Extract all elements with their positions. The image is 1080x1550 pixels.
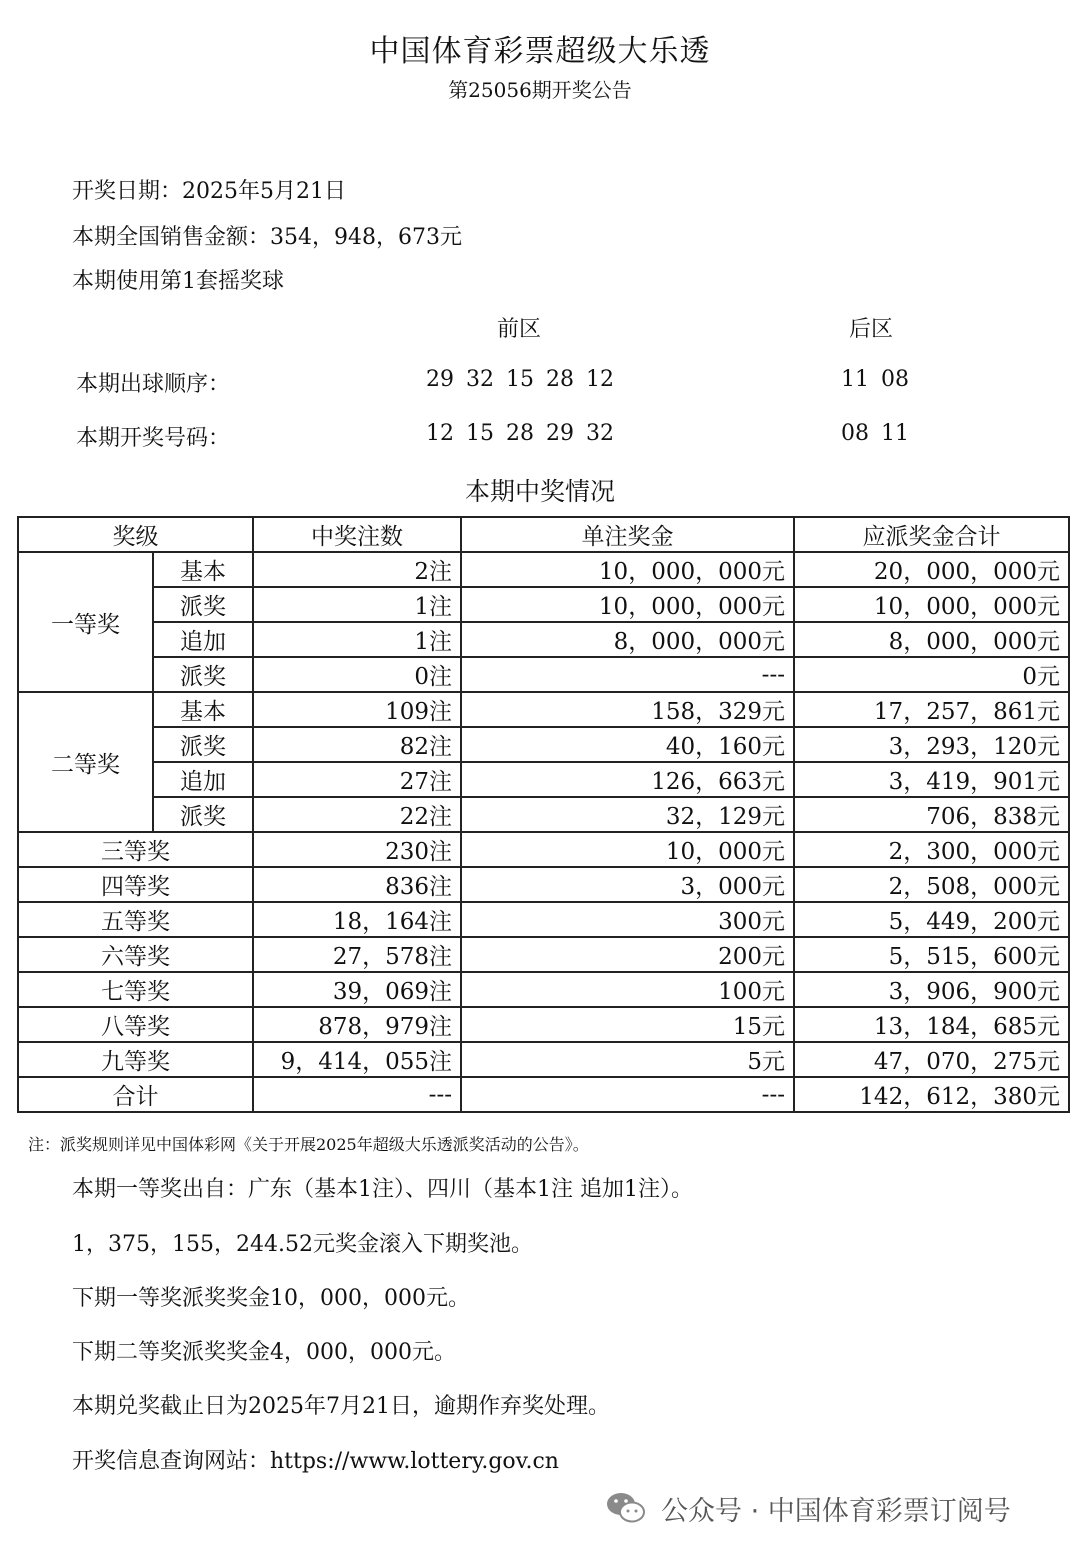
unit-prize: 15元 [461, 1007, 794, 1042]
ball-number: 11 [841, 367, 869, 392]
ball-number: 32 [466, 367, 494, 392]
table-header-row [18, 517, 1069, 552]
ball-number: 29 [426, 367, 454, 392]
win-count: 0注 [253, 657, 461, 692]
first-prize-origin: 本期一等奖出自：广东（基本1注）、四川（基本1注 追加1注）。 [72, 1177, 693, 1202]
win-count: 27注 [253, 762, 461, 797]
table-row [18, 552, 1069, 587]
total-prize: 706，838元 [794, 797, 1069, 832]
ball-number: 32 [586, 421, 614, 446]
table-row [18, 762, 1069, 797]
sub-level: 追加 [153, 762, 253, 797]
win-count: 836注 [253, 867, 461, 902]
total-prize: 2，508，000元 [794, 867, 1069, 902]
sub-level: 派奖 [153, 657, 253, 692]
table-row [18, 692, 1069, 727]
win-count: 27，578注 [253, 937, 461, 972]
total-prize: 0元 [794, 657, 1069, 692]
sub-level: 基本 [153, 692, 253, 727]
ball-number: 08 [841, 421, 869, 446]
winning-numbers-back [841, 421, 921, 446]
page-title: 中国体育彩票超级大乐透 [369, 34, 711, 69]
unit-prize: 126，663元 [461, 762, 794, 797]
unit-prize: 3，000元 [461, 867, 794, 902]
header-count: 中奖注数 [253, 517, 461, 552]
claim-deadline: 本期兑奖截止日为2025年7月21日，逾期作弃奖处理。 [72, 1394, 610, 1419]
ball-number: 15 [506, 367, 534, 392]
total-prize: 17，257，861元 [794, 692, 1069, 727]
total-prize: 8，000，000元 [794, 622, 1069, 657]
unit-prize: 200元 [461, 937, 794, 972]
back-zone-label: 后区 [849, 317, 894, 342]
unit-prize: --- [461, 1077, 794, 1112]
ball-number: 28 [506, 421, 534, 446]
sales-amount: 本期全国销售金额：354，948，673元 [72, 225, 462, 250]
draw-date: 开奖日期：2025年5月21日 [72, 179, 346, 204]
header-unit-prize: 单注奖金 [461, 517, 794, 552]
winning-numbers-label: 本期开奖号码： [76, 426, 231, 451]
ball-number: 15 [466, 421, 494, 446]
table-row [18, 972, 1069, 1007]
total-prize: 47，070，275元 [794, 1042, 1069, 1077]
total-prize: 5，449，200元 [794, 902, 1069, 937]
win-count: 1注 [253, 622, 461, 657]
first-prize-label: 一等奖 [18, 552, 153, 692]
prize-level: 六等奖 [18, 937, 253, 972]
sub-level: 派奖 [153, 797, 253, 832]
table-row [18, 587, 1069, 622]
total-prize: 5，515，600元 [794, 937, 1069, 972]
draw-order-back [841, 367, 921, 392]
table-row [18, 1007, 1069, 1042]
wechat-icon [605, 1490, 647, 1526]
sub-level: 派奖 [153, 727, 253, 762]
unit-prize: 10，000，000元 [461, 587, 794, 622]
prize-level: 八等奖 [18, 1007, 253, 1042]
unit-prize: 10，000，000元 [461, 552, 794, 587]
issue-subtitle: 第25056期开奖公告 [448, 78, 632, 102]
prize-level: 五等奖 [18, 902, 253, 937]
table-row [18, 832, 1069, 867]
second-prize-label: 二等奖 [18, 692, 153, 832]
next-second-prize: 下期二等奖派奖奖金4，000，000元。 [72, 1340, 456, 1365]
win-count: 2注 [253, 552, 461, 587]
grand-total: 142，612，380元 [794, 1077, 1069, 1112]
table-row [18, 1077, 1069, 1112]
table-row [18, 797, 1069, 832]
win-count: 18，164注 [253, 902, 461, 937]
unit-prize: 300元 [461, 902, 794, 937]
win-count: 1注 [253, 587, 461, 622]
win-count: 82注 [253, 727, 461, 762]
total-prize: 3，906，900元 [794, 972, 1069, 1007]
unit-prize: 8，000，000元 [461, 622, 794, 657]
unit-prize: --- [461, 657, 794, 692]
prize-table [17, 516, 1070, 1113]
table-row [18, 937, 1069, 972]
header-level: 奖级 [18, 517, 253, 552]
front-zone-label: 前区 [497, 317, 542, 342]
prize-level: 三等奖 [18, 832, 253, 867]
ball-set: 本期使用第1套摇奖球 [72, 269, 284, 294]
unit-prize: 40，160元 [461, 727, 794, 762]
table-row [18, 622, 1069, 657]
win-count: 230注 [253, 832, 461, 867]
winning-numbers-front [426, 421, 626, 446]
draw-order-label: 本期出球顺序： [76, 372, 231, 397]
sub-level: 基本 [153, 552, 253, 587]
lottery-website[interactable]: 开奖信息查询网站：https://www.lottery.gov.cn [72, 1449, 559, 1474]
total-prize: 20，000，000元 [794, 552, 1069, 587]
unit-prize: 5元 [461, 1042, 794, 1077]
total-prize: 2，300，000元 [794, 832, 1069, 867]
ball-number: 11 [881, 421, 909, 446]
ball-number: 12 [586, 367, 614, 392]
ball-number: 08 [881, 367, 909, 392]
unit-prize: 100元 [461, 972, 794, 1007]
next-first-prize: 下期一等奖派奖奖金10，000，000元。 [72, 1286, 470, 1311]
unit-prize: 158，329元 [461, 692, 794, 727]
win-count: 22注 [253, 797, 461, 832]
wechat-footer [605, 1488, 1011, 1528]
prize-level: 九等奖 [18, 1042, 253, 1077]
ball-number: 28 [546, 367, 574, 392]
unit-prize: 10，000元 [461, 832, 794, 867]
prize-level: 四等奖 [18, 867, 253, 902]
win-count: 109注 [253, 692, 461, 727]
win-count: 9，414，055注 [253, 1042, 461, 1077]
prize-level: 七等奖 [18, 972, 253, 1007]
sub-level: 派奖 [153, 587, 253, 622]
ball-number: 12 [426, 421, 454, 446]
table-row [18, 902, 1069, 937]
jackpot-rollover: 1，375，155，244.52元奖金滚入下期奖池。 [72, 1232, 533, 1257]
table-row [18, 657, 1069, 692]
table-row [18, 867, 1069, 902]
total-prize: 3，293，120元 [794, 727, 1069, 762]
total-prize: 10，000，000元 [794, 587, 1069, 622]
win-count: 39，069注 [253, 972, 461, 1007]
footer-text: 公众号 · 中国体育彩票订阅号 [661, 1495, 1011, 1527]
table-row [18, 1042, 1069, 1077]
table-row [18, 727, 1069, 762]
total-prize: 3，419，901元 [794, 762, 1069, 797]
unit-prize: 32，129元 [461, 797, 794, 832]
ball-number: 29 [546, 421, 574, 446]
win-count: --- [253, 1077, 461, 1112]
header-total-prize: 应派奖金合计 [794, 517, 1069, 552]
table-note: 注：派奖规则详见中国体彩网《关于开展2025年超级大乐透派奖活动的公告》。 [28, 1135, 589, 1154]
sub-level: 追加 [153, 622, 253, 657]
draw-order-front [426, 367, 626, 392]
prize-section-title: 本期中奖情况 [464, 477, 615, 506]
total-row-label: 合计 [18, 1077, 253, 1112]
total-prize: 13，184，685元 [794, 1007, 1069, 1042]
win-count: 878，979注 [253, 1007, 461, 1042]
